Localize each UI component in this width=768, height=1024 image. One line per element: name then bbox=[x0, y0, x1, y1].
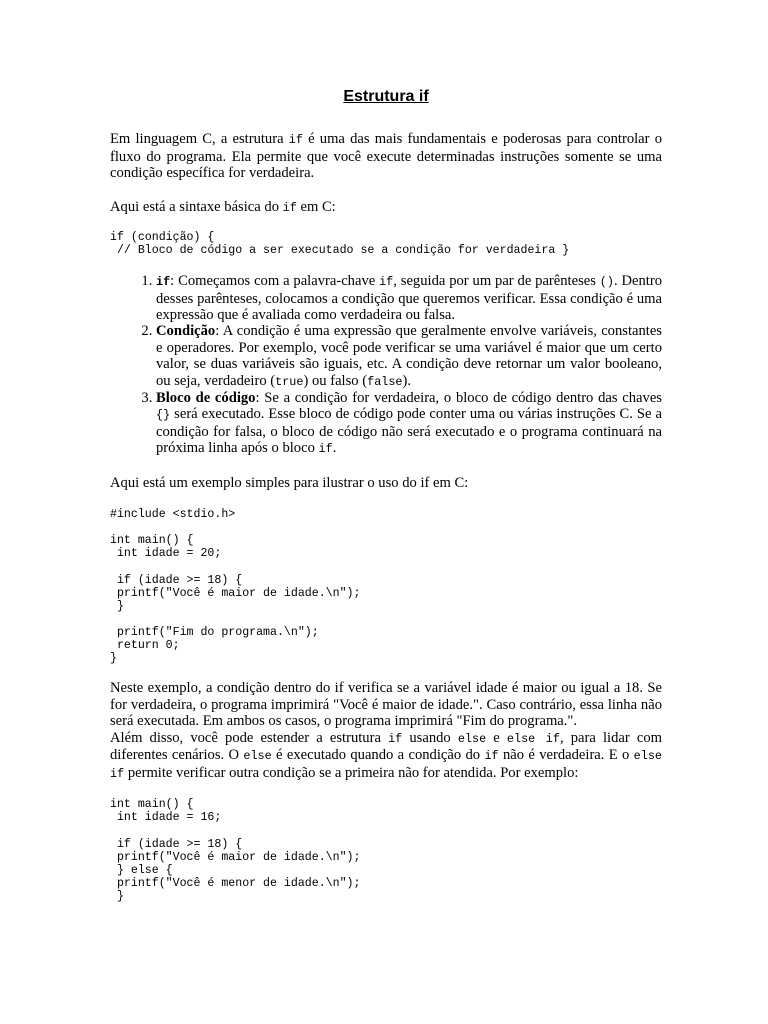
else-text: usando bbox=[402, 729, 458, 746]
else-code-block: int main() { int idade = 16; if (idade >= 18) { printf("Você é maior de idade.\n"); } else { printf("Você é menor de idade.\n"); } bbox=[110, 798, 361, 903]
list-item-text: será executado. Esse bloco de código pode conter uma ou várias instruções C. Se a condição for falsa, o bloco de código não será executado e o programa continuará na próxima linha após o bloco bbox=[156, 406, 662, 457]
document-body bbox=[110, 86, 662, 903]
inline-code: else if bbox=[110, 749, 662, 781]
list-item-text: ) ou falso ( bbox=[303, 372, 368, 389]
inline-code: {} bbox=[156, 408, 171, 423]
list-item-text: : Começamos com a palavra-chave bbox=[170, 273, 380, 290]
syntax-intro-paragraph bbox=[110, 199, 662, 217]
explanation-list bbox=[110, 273, 662, 457]
inline-code: else bbox=[243, 749, 272, 764]
else-text: Além disso, você pode estender a estrutura bbox=[110, 729, 389, 746]
inline-code: if bbox=[388, 731, 403, 746]
else-text: permite verificar outra condição se a primeira não for atendida. Por exemplo: bbox=[124, 764, 579, 781]
else-text: não é verdadeira. E o bbox=[498, 747, 634, 764]
list-item-text: . bbox=[332, 440, 337, 457]
else-paragraph bbox=[110, 730, 662, 783]
inline-code: () bbox=[599, 275, 614, 290]
syntax-intro-text-2: em C: bbox=[296, 198, 336, 215]
inline-code: true bbox=[275, 374, 304, 389]
intro-text-1: Em linguagem C, a estrutura bbox=[110, 131, 289, 147]
else-text: é executado quando a condição do bbox=[271, 747, 485, 764]
inline-code: if bbox=[288, 133, 303, 147]
list-item bbox=[156, 323, 662, 390]
document-title: Estrutura if bbox=[343, 88, 429, 105]
list-item-text: . Dentro desses parênteses, colocamos a condição que queremos verificar. Essa condição é uma expressão que é avaliada como verdadeira ou falsa. bbox=[156, 273, 662, 323]
list-term: Bloco de código bbox=[156, 390, 256, 407]
explanation-paragraph: Neste exemplo, a condição dentro do if verifica se a variável idade é maior ou igual a 18. Se for verdadeira, o programa imprimirá "Você é maior de idade.". Caso contrário, essa linha não será executada. Em ambos os casos, o programa imprimirá "Fim do programa.". bbox=[110, 680, 662, 730]
list-item-text: , seguida por um par de parênteses bbox=[393, 273, 600, 290]
syntax-code-block: if (condição) { // Bloco de código a ser executado se a condição for verdadeira } bbox=[110, 231, 570, 258]
inline-code: else if bbox=[506, 731, 560, 746]
else-text: , para lidar com diferentes cenários. O bbox=[110, 729, 662, 764]
inline-code: if bbox=[484, 749, 499, 764]
list-term: Condição bbox=[156, 323, 216, 340]
inline-code: if bbox=[318, 442, 333, 457]
example-intro-paragraph: Aqui está um exemplo simples para ilustrar o uso do if em C: bbox=[110, 474, 469, 491]
syntax-intro-text-1: Aqui está a sintaxe básica do bbox=[110, 198, 283, 215]
inline-code: if bbox=[379, 275, 394, 290]
inline-code: false bbox=[367, 374, 403, 389]
list-item-text: : Se a condição for verdadeira, o bloco de código dentro das chaves bbox=[255, 390, 662, 407]
list-item bbox=[156, 390, 662, 458]
intro-text-2: é uma das mais fundamentais e poderosas para controlar o fluxo do programa. Ela permite que você execute determinadas instruções somente se uma condição específica for verdadeira. bbox=[110, 131, 662, 181]
inline-code: else bbox=[457, 731, 487, 746]
else-text: e bbox=[486, 729, 507, 746]
intro-paragraph bbox=[110, 131, 662, 182]
list-item bbox=[156, 273, 662, 323]
list-term-code: if bbox=[156, 275, 171, 290]
list-item-text: ). bbox=[402, 372, 412, 389]
list-item-text: : A condição é uma expressão que geralmente envolve variáveis, constantes e operadores. Por exemplo, você pode verificar se uma variável é maior que um certo valor, se duas variáveis são iguais, etc. A condição deve retornar um valor booleano, ou seja, verdadeiro ( bbox=[156, 323, 662, 389]
inline-code: if bbox=[282, 200, 297, 215]
example-code-block: #include <stdio.h> int main() { int idade = 20; if (idade >= 18) { printf("Você é maior de idade.\n"); } printf("Fim do programa.\n"); return 0; } bbox=[110, 508, 361, 666]
